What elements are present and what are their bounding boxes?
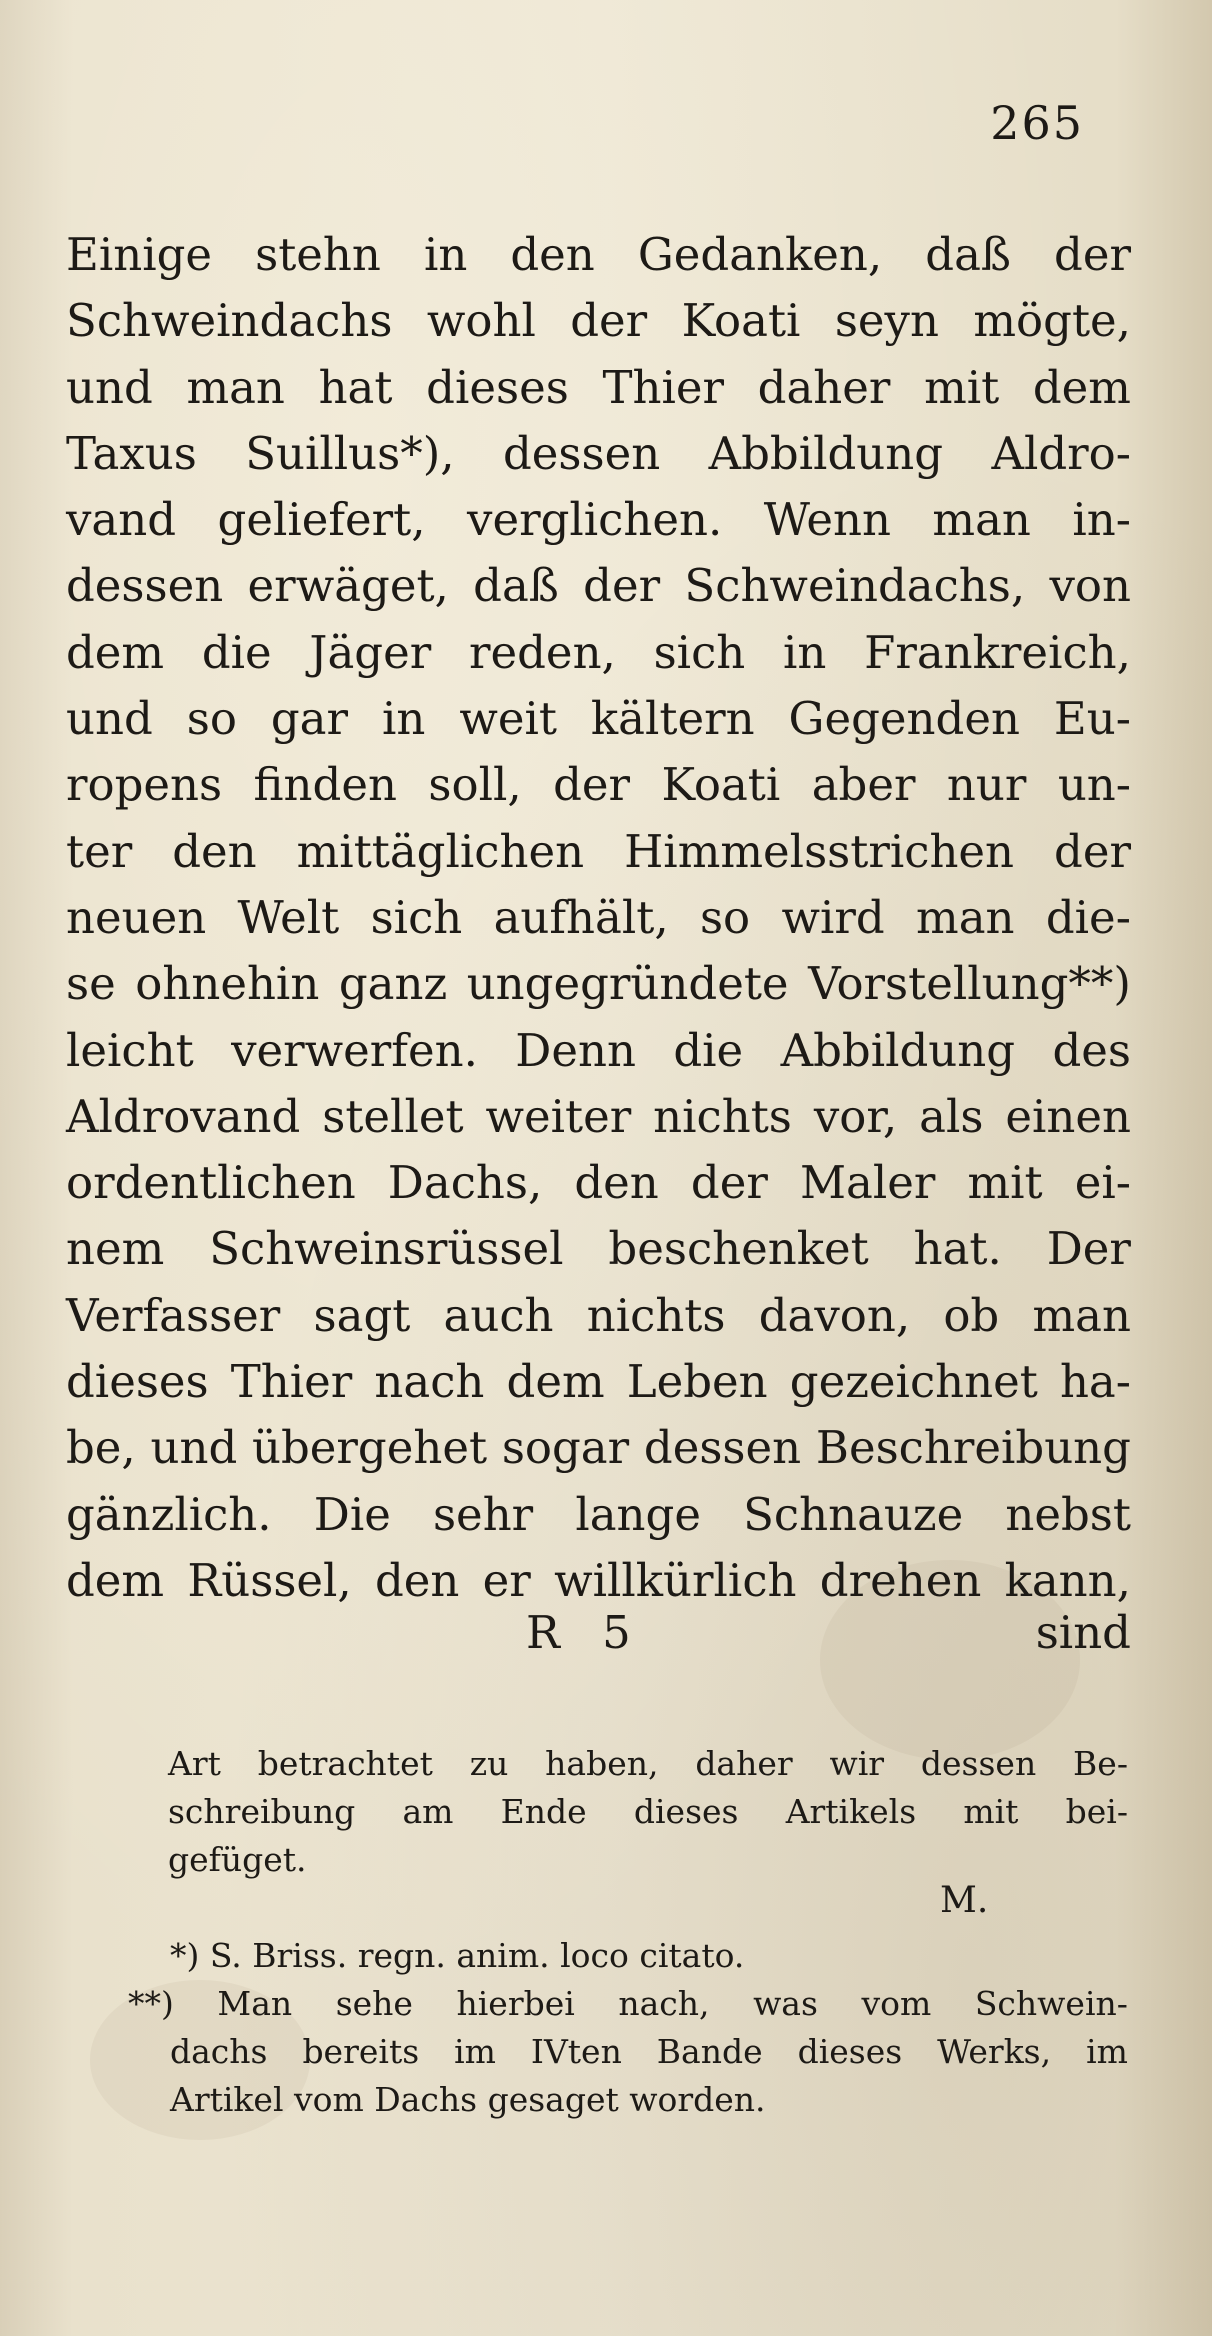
catchword: sind <box>1035 1606 1131 1659</box>
text-line: vand geliefert, verglichen. Wenn man in- <box>66 493 1131 547</box>
text-line: leicht verwerfen. Denn die Abbildung des <box>66 1023 1131 1077</box>
footnote-2-line: **) Man sehe hierbei nach, was vom Schwein- <box>128 1984 1128 2023</box>
text-line: dem die Jäger reden, sich in Frankreich, <box>66 625 1131 679</box>
signature-row <box>66 1600 1131 1666</box>
text-line: ter den mittäglichen Himmelsstrichen der <box>66 824 1131 878</box>
text-line: gänzlich. Die sehr lange Schnauze nebst <box>66 1487 1131 1541</box>
text-line: nem Schweinsrüssel beschenket hat. Der <box>66 1222 1131 1276</box>
text-line: Schweindachs wohl der Koati seyn mögte, <box>66 294 1131 348</box>
text-line: Taxus Suillus*), dessen Abbildung Aldro- <box>66 426 1131 480</box>
text-line: dem Rüssel, den er willkürlich drehen kann, <box>66 1553 1131 1607</box>
text-line: be, und übergehet sogar dessen Beschreibung <box>66 1421 1131 1475</box>
footnote-2-line: Artikel vom Dachs gesaget worden. <box>170 2080 766 2119</box>
note-line: gefüget. <box>168 1840 307 1879</box>
note-author-initial: M. <box>940 1880 989 1921</box>
note-line: schreibung am Ende dieses Artikels mit bei- <box>168 1792 1128 1831</box>
text-line: se ohnehin ganz ungegründete Vorstellung**) <box>66 957 1131 1011</box>
signature-mark: R 5 <box>526 1606 645 1659</box>
text-line: dieses Thier nach dem Leben gezeichnet ha- <box>66 1355 1131 1409</box>
text-line: Aldrovand stellet weiter nichts vor, als einen <box>66 1089 1131 1143</box>
text-line: ordentlichen Dachs, den der Maler mit ei- <box>66 1156 1131 1210</box>
text-line: neuen Welt sich aufhält, so wird man die- <box>66 890 1131 944</box>
text-line: und man hat dieses Thier daher mit dem <box>66 360 1131 414</box>
text-line: dessen erwäget, daß der Schweindachs, von <box>66 559 1131 613</box>
main-text-block <box>66 222 1131 1614</box>
continued-note-block <box>168 1740 1128 1884</box>
footnote-1: *) S. Briss. regn. anim. loco citato. <box>170 1936 745 1975</box>
page-number: 265 <box>990 96 1084 150</box>
note-line: Art betrachtet zu haben, daher wir dessen Be- <box>168 1744 1128 1783</box>
text-line: Einige stehn in den Gedanken, daß der <box>66 228 1131 281</box>
text-line: Verfasser sagt auch nichts davon, ob man <box>66 1288 1131 1342</box>
text-line: und so gar in weit kältern Gegenden Eu- <box>66 692 1131 746</box>
footnotes <box>128 1932 1128 2124</box>
text-line: ropens finden soll, der Koati aber nur un- <box>66 758 1131 812</box>
footnote-2-line: dachs bereits im IVten Bande dieses Werks, im <box>170 2032 1128 2071</box>
